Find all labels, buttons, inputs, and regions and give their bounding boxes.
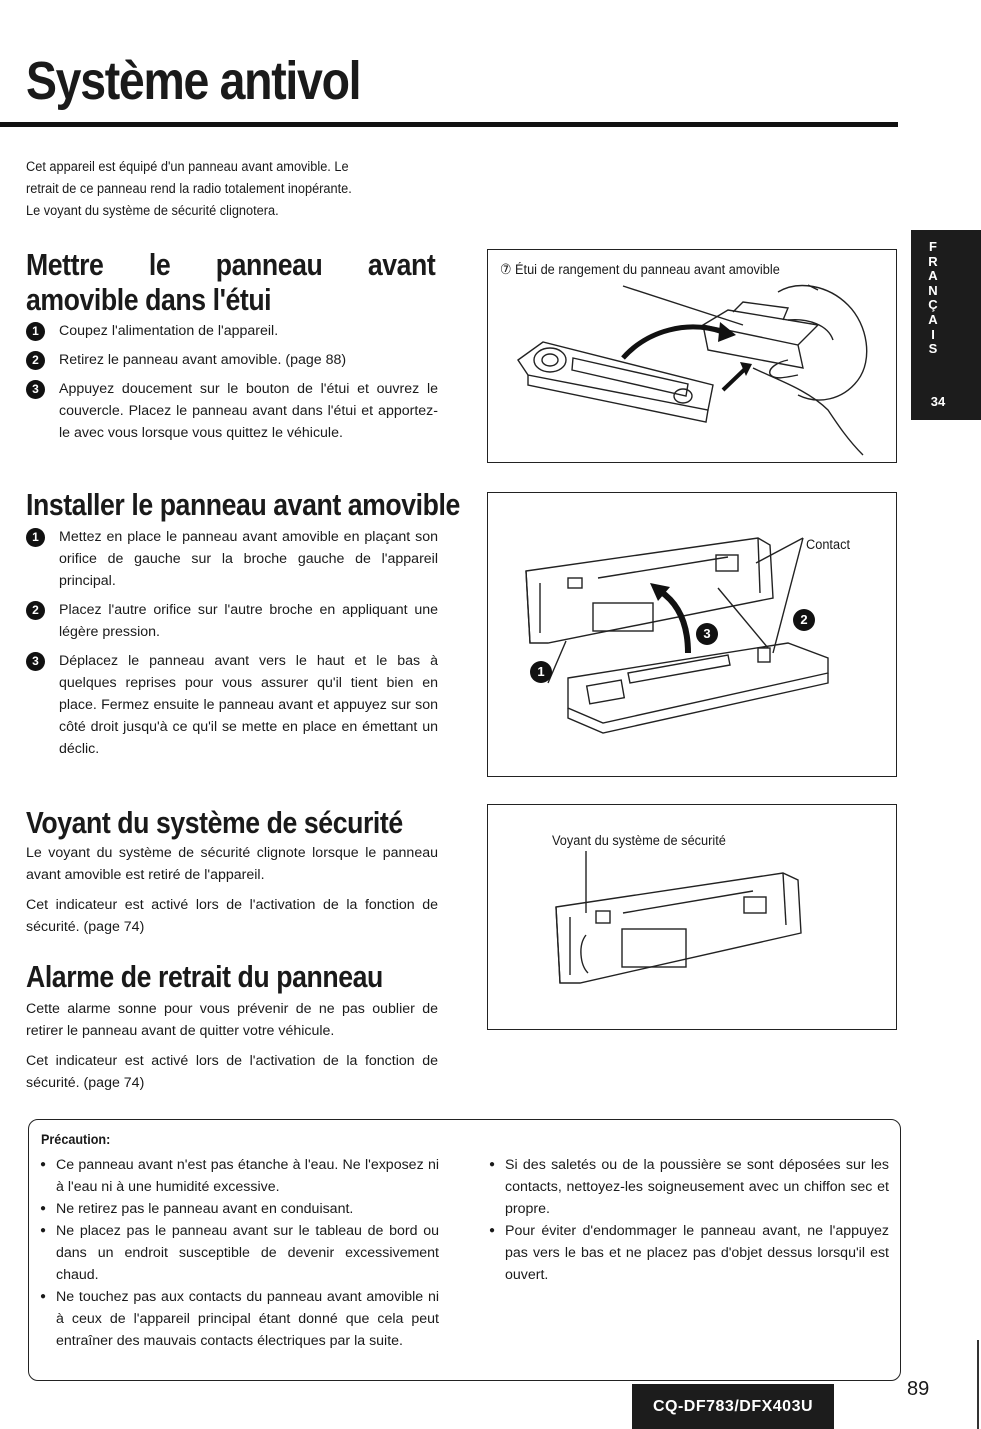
step-item (26, 526, 438, 592)
section-heading-case-line1 (26, 248, 435, 282)
section-heading-install: Installer le panneau avant amovible (26, 487, 460, 522)
intro-line: retrait de ce panneau rend la radio totalement inopérante. (26, 181, 352, 197)
step-number-badge: 1 (26, 322, 45, 341)
figure-storage-case (487, 249, 897, 463)
page-number: 89 (907, 1378, 930, 1400)
heading-word: Mettre (26, 247, 104, 282)
caution-item: ● Si des saletés ou de la poussière se sont déposées sur les contacts, nettoyez-les soigneusement avec un chiffon sec et propre. (489, 1154, 889, 1220)
figure-marker: 2 (793, 609, 815, 631)
indicator-paragraph: Le voyant du système de sécurité clignote lorsque le panneau avant amovible est retiré de l'appareil. (26, 845, 438, 883)
caution-item: ● Ne touchez pas aux contacts du panneau avant amovible ni à ceux de l'appareil principal étant donné que cela peut entraîner des mauvais contacts électriques par la suite. (40, 1286, 439, 1352)
caution-box (28, 1119, 901, 1381)
page-title: Système antivol (26, 51, 361, 111)
steps-install (26, 526, 438, 767)
intro-paragraph (26, 156, 441, 222)
step-number-badge: 1 (26, 528, 45, 547)
language-tab-page: 34 (930, 394, 946, 409)
heading-word: panneau (215, 247, 323, 282)
step-item (26, 378, 438, 444)
figure-caption: Étui de rangement du panneau avant amovible (515, 262, 780, 278)
figure-caption: Voyant du système de sécurité (552, 833, 726, 849)
step-number-badge: 3 (26, 380, 45, 399)
language-tab (911, 230, 981, 420)
step-text: Déplacez le panneau avant vers le haut et le bas à quelques reprises pour vous assurer qu'il tient bien en place. Fermez ensuite le panneau avant et appuyez sur son côté droit jusqu'à ce qu'il se mette en place en émettant un déclic. (59, 653, 438, 757)
heading-word: le (148, 247, 171, 282)
figure-marker: 3 (696, 623, 718, 645)
indicator-illustration (488, 805, 898, 1031)
figure-install-panel (487, 492, 897, 777)
caution-item: ● Pour éviter d'endommager le panneau avant, ne l'appuyez pas vers le bas et ne placez pas d'objet dessus lorsqu'il est ouvert. (489, 1220, 889, 1286)
title-rule (0, 122, 898, 127)
figure-marker: 1 (530, 661, 552, 683)
figure-indicator (487, 804, 897, 1030)
alarm-paragraph: Cette alarme sonne pour vous prévenir de ne pas oublier de retirer le panneau avant de quitter votre véhicule. (26, 1001, 438, 1039)
caption-mark: ⑦ (500, 262, 512, 278)
heading-word: avant (367, 247, 436, 282)
step-item (26, 650, 438, 760)
model-number-bar: CQ-DF783/DFX403U (632, 1384, 834, 1429)
caution-title: Précaution: (41, 1131, 111, 1147)
step-item (26, 320, 438, 342)
install-illustration (488, 493, 898, 778)
step-item (26, 349, 438, 371)
intro-line: Cet appareil est équipé d'un panneau avant amovible. Le (26, 159, 349, 175)
step-text: Mettez en place le panneau avant amovible en plaçant son orifice de gauche sur la broche gauche de l'appareil principal. (59, 529, 438, 589)
indicator-paragraph: Cet indicateur est activé lors de l'activation de la fonction de sécurité. (page 74) (26, 897, 438, 935)
step-text: Appuyez doucement sur le bouton de l'étui et ouvrez le couvercle. Placez le panneau avant dans l'étui et apportez-le avec vous lorsque vous quittez le véhicule. (59, 381, 438, 441)
step-number-badge: 3 (26, 652, 45, 671)
step-text: Placez l'autre orifice sur l'autre broche en appliquant une légère pression. (59, 602, 438, 640)
steps-case (26, 320, 438, 451)
intro-line: Le voyant du système de sécurité clignotera. (26, 203, 279, 219)
caution-item: ● Ne retirez pas le panneau avant en conduisant. (40, 1198, 439, 1220)
alarm-paragraph: Cet indicateur est activé lors de l'activation de la fonction de sécurité. (page 74) (26, 1053, 438, 1091)
step-text: Retirez le panneau avant amovible. (page 88) (59, 352, 347, 368)
step-text: Coupez l'alimentation de l'appareil. (59, 323, 279, 339)
section-heading-case-line2: amovible dans l'étui (26, 282, 272, 317)
section-heading-indicator: Voyant du système de sécurité (26, 805, 403, 840)
page-edge-line (977, 1340, 979, 1429)
step-number-badge: 2 (26, 351, 45, 370)
caution-column-right (489, 1154, 889, 1286)
case-illustration (488, 250, 898, 464)
caution-item: ● Ne placez pas le panneau avant sur le tableau de bord ou dans un endroit susceptible de devenir excessivement chaud. (40, 1220, 439, 1286)
section-heading-alarm: Alarme de retrait du panneau (26, 959, 383, 994)
contact-label: Contact (806, 537, 851, 553)
caution-column-left (40, 1154, 439, 1352)
step-number-badge: 2 (26, 601, 45, 620)
step-item (26, 599, 438, 643)
caution-item: ● Ce panneau avant n'est pas étanche à l'eau. Ne l'exposez ni à l'eau ni à une humidité excessive. (40, 1154, 439, 1198)
language-letters: F R A N Ç A I S (928, 239, 938, 357)
